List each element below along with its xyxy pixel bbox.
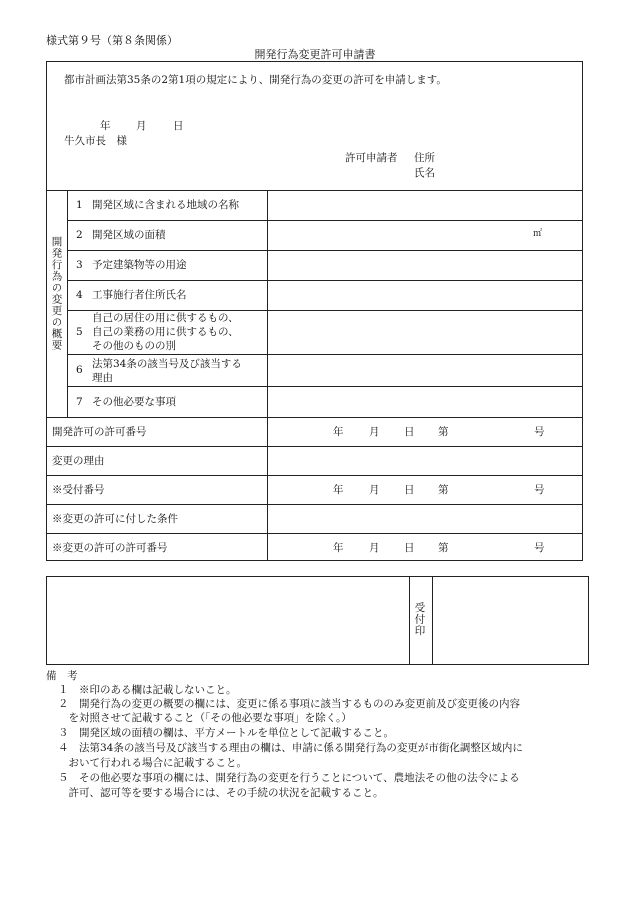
- divider: [46, 417, 583, 418]
- divider: [67, 220, 583, 221]
- overview-section-label: 開発行為の変更の概要: [50, 236, 63, 351]
- receipt-dai: 第: [438, 484, 449, 496]
- note-line: 許可、認可等を要する場合には、その手続の状況を記載すること。: [58, 787, 384, 799]
- item-label-article-34: [92, 357, 242, 385]
- item-label-line: 理由: [92, 372, 113, 385]
- change-reason-label: 変更の理由: [52, 455, 105, 467]
- item-label-area-size: 開発区域の面積: [92, 229, 166, 241]
- permit-month: 月: [369, 426, 380, 438]
- document-title: 開発行為変更許可申請書: [254, 48, 376, 61]
- note-line: ４ 法第34条の該当号及び該当する理由の欄は、申請に係る開発行為の変更が市街化調整区域内に: [58, 742, 523, 754]
- applicant-label: 許可申請者: [345, 152, 398, 164]
- change-permit-number-label: ※変更の許可の許可番号: [52, 542, 168, 554]
- item-label-line: 自己の業務の用に供するもの、: [92, 326, 239, 339]
- divider: [67, 190, 68, 417]
- date-month-label: 月: [136, 120, 147, 132]
- item-label-use-category: [92, 311, 239, 354]
- item-number: 1: [76, 199, 83, 211]
- divider: [46, 446, 583, 447]
- divider: [46, 475, 583, 476]
- divider: [409, 576, 410, 665]
- item-number: 7: [76, 396, 83, 408]
- change-permit-year: 年: [333, 542, 344, 554]
- permit-number-label: 開発許可の許可番号: [52, 426, 147, 438]
- divider: [67, 250, 583, 251]
- permit-dai: 第: [438, 426, 449, 438]
- divider: [67, 354, 583, 355]
- item-number: 6: [76, 364, 83, 376]
- receipt-number-label: ※受付番号: [52, 484, 105, 496]
- item-label-contractor: 工事施行者住所氏名: [92, 289, 187, 301]
- applicant-name-label: 氏名: [414, 167, 435, 179]
- area-unit: ㎡: [533, 229, 543, 239]
- divider: [46, 190, 583, 191]
- permit-day: 日: [404, 426, 415, 438]
- item-label-line: その他のものの別: [92, 340, 176, 353]
- change-permit-go: 号: [534, 542, 545, 554]
- date-year-label: 年: [100, 120, 111, 132]
- change-permit-month: 月: [369, 542, 380, 554]
- item-label-other: その他必要な事項: [92, 396, 176, 408]
- divider: [46, 533, 583, 534]
- change-permit-day: 日: [404, 542, 415, 554]
- item-number: 5: [76, 326, 83, 338]
- application-statement: 都市計画法第35条の2第1項の規定により、開発行為の変更の許可を申請します。: [64, 74, 447, 86]
- receipt-month: 月: [369, 484, 380, 496]
- item-number: 4: [76, 289, 83, 301]
- receipt-day: 日: [404, 484, 415, 496]
- receipt-stamp-label: 受付印: [413, 602, 426, 637]
- change-permit-dai: 第: [438, 542, 449, 554]
- divider: [432, 576, 433, 665]
- notes-title: 備 考: [46, 670, 78, 682]
- item-label-building-use: 予定建築物等の用途: [92, 259, 187, 271]
- form-number-label: 様式第９号（第８条関係）: [46, 34, 178, 47]
- receipt-go: 号: [534, 484, 545, 496]
- permit-go: 号: [534, 426, 545, 438]
- note-line: ３ 開発区域の面積の欄は、平方メートルを単位として記載すること。: [58, 727, 394, 739]
- applicant-address-label: 住所: [414, 152, 435, 164]
- item-label-line: 法第34条の該当号及び該当する: [92, 358, 242, 370]
- item-number: 3: [76, 259, 83, 271]
- item-label-area-name: 開発区域に含まれる地域の名称: [92, 199, 239, 211]
- note-line: おいて行われる場合に記載すること。: [58, 757, 247, 769]
- addressee: 牛久市長 様: [64, 135, 127, 147]
- divider: [67, 280, 583, 281]
- note-line: １ ※印のある欄は記載しないこと。: [58, 684, 237, 696]
- note-line: ２ 開発行為の変更の概要の欄には、変更に係る事項に該当するもののみ変更前及び変更後の内容: [58, 698, 520, 710]
- item-number: 2: [76, 229, 83, 241]
- permit-year: 年: [333, 426, 344, 438]
- divider: [46, 504, 583, 505]
- note-line: ５ その他必要な事項の欄には、開発行為の変更を行うことについて、農地法その他の法令による: [58, 772, 520, 784]
- divider: [267, 190, 268, 561]
- receipt-year: 年: [333, 484, 344, 496]
- divider: [67, 386, 583, 387]
- receipt-stamp-box: [46, 576, 589, 665]
- note-line: を対照させて記載すること（「その他必要な事項」を除く。）: [58, 712, 352, 724]
- date-day-label: 日: [173, 120, 184, 132]
- item-label-line: 自己の居住の用に供するもの、: [92, 312, 239, 324]
- change-conditions-label: ※変更の許可に付した条件: [52, 513, 178, 525]
